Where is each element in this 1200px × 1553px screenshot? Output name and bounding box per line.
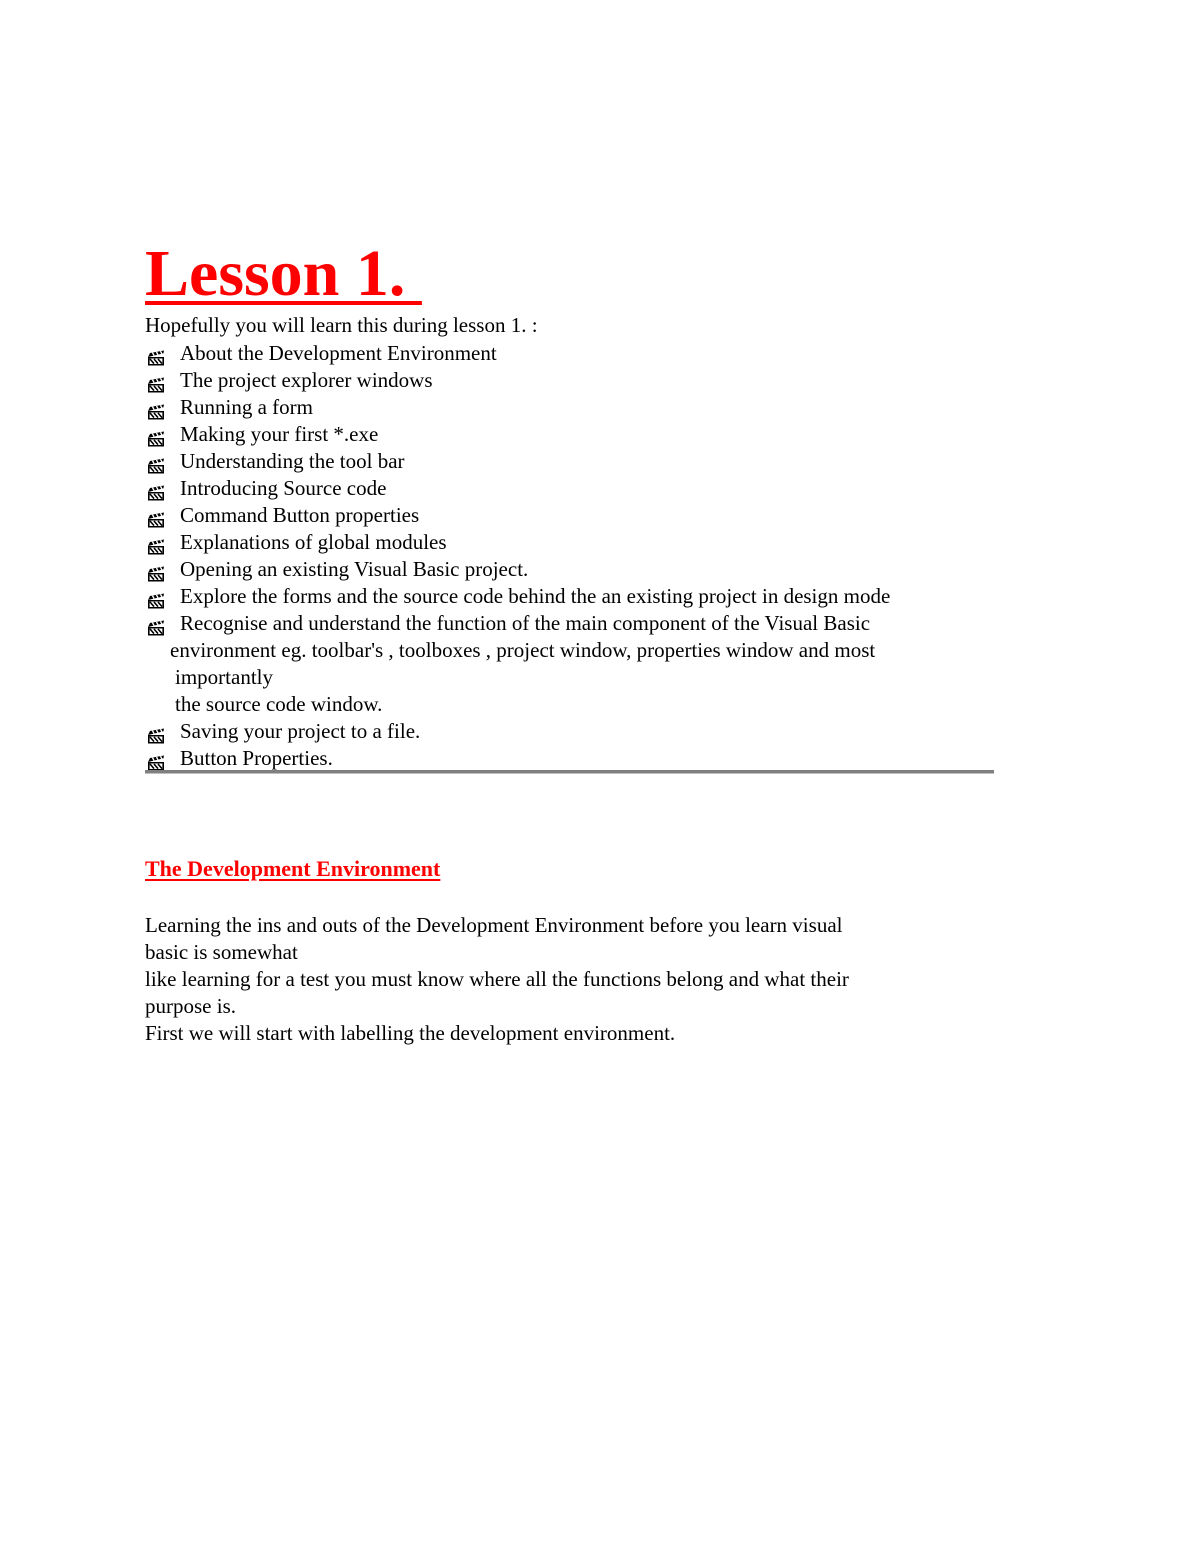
clapperboard-icon (145, 724, 167, 740)
objective-line: Recognise and understand the function of the main component of the Visual Basic (180, 611, 871, 635)
objective-label: Introducing Source code (180, 476, 387, 500)
clapperboard-icon (145, 454, 167, 470)
objective-line: importantly (175, 665, 273, 689)
objective-item (145, 529, 1005, 556)
clapperboard-icon (145, 346, 167, 362)
objective-item (145, 475, 1005, 502)
objective-item (145, 583, 1005, 610)
objective-item (145, 448, 1005, 475)
clapperboard-icon (145, 562, 167, 578)
section-heading: The Development Environment (145, 856, 441, 881)
clapperboard-icon (145, 427, 167, 443)
objective-label: Button Properties. (180, 746, 333, 770)
clapperboard-icon (145, 589, 167, 605)
clapperboard-icon (145, 481, 167, 497)
objective-label: Explanations of global modules (180, 530, 447, 554)
objective-item (145, 745, 1005, 772)
objective-label: Saving your project to a file. (180, 719, 421, 743)
objective-item (145, 421, 1005, 448)
clapperboard-icon (145, 535, 167, 551)
objective-item (145, 610, 1005, 718)
paragraph-line: like learning for a test you must know where all the functions belong and what their (145, 967, 849, 991)
lesson-title: Lesson 1. (145, 237, 422, 310)
objective-item (145, 340, 1005, 367)
clapperboard-icon (145, 616, 167, 632)
clapperboard-icon (145, 751, 167, 767)
objective-item (145, 502, 1005, 529)
horizontal-divider (145, 770, 994, 774)
objective-line: environment eg. toolbar's , toolboxes , project window, properties window and most (170, 638, 876, 662)
objective-item (145, 367, 1005, 394)
objective-label: Running a form (180, 395, 313, 419)
lesson-intro: Hopefully you will learn this during lesson 1. : (145, 313, 538, 337)
paragraph-line: Learning the ins and outs of the Development Environment before you learn visual (145, 913, 843, 937)
objective-label: Command Button properties (180, 503, 420, 527)
objective-item (145, 394, 1005, 421)
section-paragraph (145, 912, 1005, 1047)
objective-line: the source code window. (175, 692, 383, 716)
objective-label: Opening an existing Visual Basic project. (180, 557, 529, 581)
objective-item (145, 718, 1005, 745)
paragraph-line: purpose is. (145, 994, 236, 1018)
clapperboard-icon (145, 508, 167, 524)
objective-label: About the Development Environment (180, 341, 497, 365)
objective-item (145, 556, 1005, 583)
clapperboard-icon (145, 373, 167, 389)
clapperboard-icon (145, 400, 167, 416)
objective-label: Understanding the tool bar (180, 449, 405, 473)
objective-label: The project explorer windows (180, 368, 433, 392)
objective-label: Making your first *.exe (180, 422, 379, 446)
objectives-list (145, 340, 1005, 772)
paragraph-line: First we will start with labelling the development environment. (145, 1021, 676, 1045)
objective-label: Explore the forms and the source code behind the an existing project in design mode (180, 584, 891, 608)
paragraph-line: basic is somewhat (145, 940, 298, 964)
